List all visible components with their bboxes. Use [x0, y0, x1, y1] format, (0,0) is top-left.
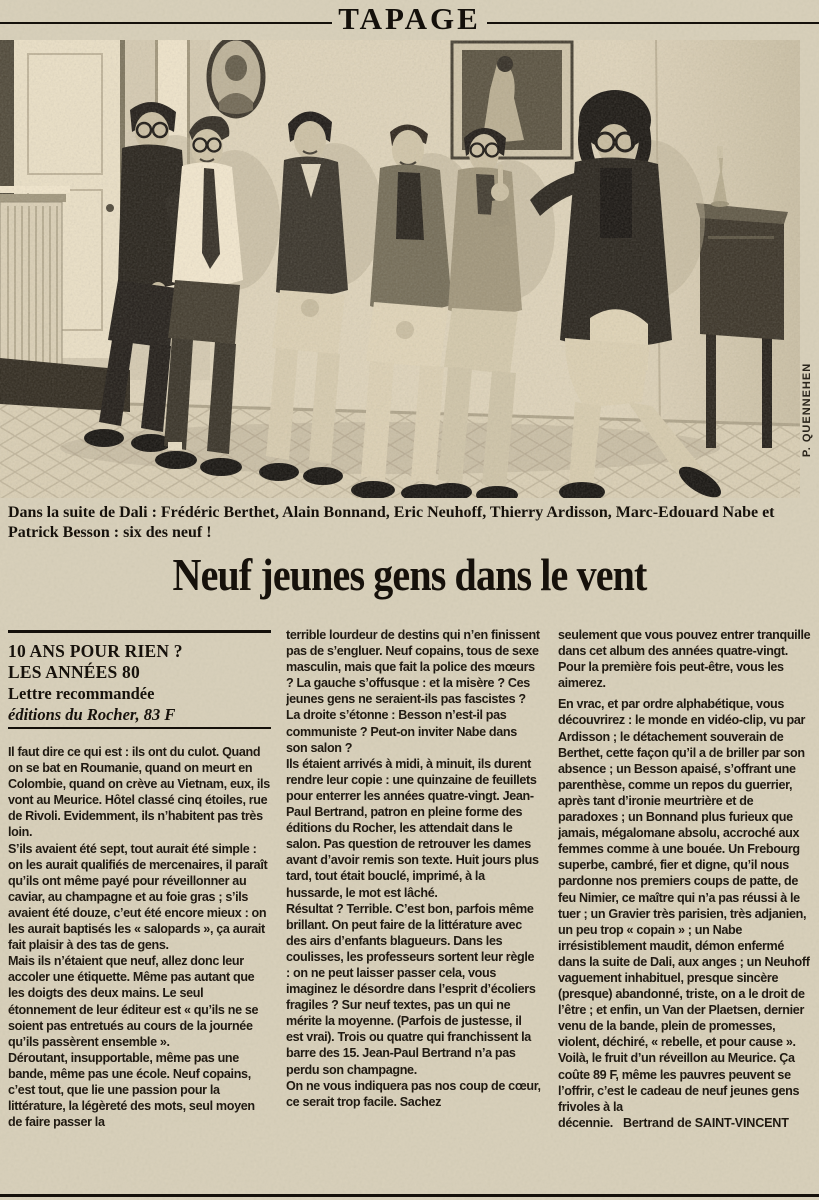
headline: Neuf jeunes gens dans le vent	[172, 549, 647, 600]
article-paragraph: En vrac, et par ordre alphabétique, vous découvrirez : le monde en vidéo-clip, vu par Ardisson ; le détachement souverain de Berthet, cette façon qu’il a de briller par son absence ; un Besson apaisé, s’offrant une parenthèse, comme un repos du guerrier, après tant d’ironie meurtrière et de paradoxes ; un Bonnand plus furieux que jamais, mégalomane absolu, accroché aux femmes comme à une bouée. Un Frebourg superbe, cambré, fier et digne, qu’il nous pardonne nos premiers coups de patte, de feu Nimier, ce maître qui n’a pas réussi à le tuer ; un Gravier très parisien, très adjanien, un peu trop « copain » ; un Nabe irrésistiblement maudit, démon enfermé dans la suite de Dali, aux anges ; un Neuhoff vaguement inhabituel, presque sincère (presque) abandonné, triste, on a le droit de l’être ; et enfin, un Van der Plaetsen, dernier venu de la bande, plein de promesses, violent, déchiré, « rebelle, et pour cause ».	[558, 697, 810, 1050]
photo	[0, 40, 800, 498]
photo-caption: Dans la suite de Dali : Frédéric Berthet, Alain Bonnand, Eric Neuhoff, Thierry Ardisson, Marc-Edouard Nabe et Patrick Besson : six des neuf !	[8, 504, 775, 541]
book-block-rule-top	[8, 630, 271, 633]
photo-credit-text: P. QUENNEHEN	[801, 362, 813, 458]
article-paragraph: Il faut dire ce qui est : ils ont du culot. Quand on se bat en Roumanie, quand on meurt en Colombie, quand on crève au Vietnam, eux, ils vont au Meurice. Hôtel classé cinq étoiles, rue de Rivoli. Evidemment, ils n’habitent pas très loin.	[8, 745, 270, 840]
final-paragraph	[558, 1050, 815, 1130]
article-paragraph: Déroutant, insupportable, même pas une bande, même pas une école. Neuf copains, c’est tout, que lie une passion pour la littérature, la légèreté des mots, seul moyen de faire passer la	[8, 1050, 255, 1130]
article-column-3-paragraphs	[558, 627, 815, 1050]
page-bottom-rule	[0, 1194, 819, 1197]
photo-credit	[795, 40, 819, 498]
article-paragraph: terrible lourdeur de destins qui n’en finissent pas de s’engluer. Neuf copains, tous de sexe masculin, mais que fait la police des mœurs ? La gauche s’offusque : et la misère ? Ces jeunes gens ne seraient-ils pas fascistes ? La droite s’étonne : Besson n’est-il pas communiste ? Peut-on inviter Nabe dans son salon ?	[286, 628, 540, 755]
byline: Bertrand de SAINT-VINCENT	[622, 1115, 789, 1130]
article-paragraph: On ne vous indiquera pas nos coup de cœur, ce serait trop facile. Sachez	[286, 1078, 541, 1109]
final-paragraph-text: Voilà, le fruit d’un réveillon au Meurice. Ça coûte 89 F, même les pauvres peuvent se l’offrir, c’est le cadeau de neuf jeunes gens frivoles à la décennie.	[558, 1051, 800, 1130]
book-line4: éditions du Rocher, 83 F	[8, 705, 176, 724]
book-title-line1: 10 ANS POUR RIEN ?	[8, 641, 183, 661]
article-column-2	[286, 627, 541, 1193]
article-paragraph: Résultat ? Terrible. C’est bon, parfois même brillant. On peut faire de la littérature avec des airs d’enfants blagueurs. Dans les coulisses, les professeurs sortent leur règle : on ne peut laisser passer cela, vous imaginez le désordre dans l’esprit d’écoliers fragiles ? Sur neuf textes, pas un qui ne mérite la moyenne. (Parfois de justesse, il est vrai). Trois ou quatre qui franchissent la barre des 15. Jean-Paul Bertrand n’a pas perdu son champagne.	[286, 901, 536, 1077]
book-block-rule-bottom	[8, 727, 271, 729]
book-title-line2: LES ANNÉES 80	[8, 662, 140, 682]
grain-overlay	[0, 40, 800, 498]
book-info-block	[8, 641, 271, 725]
photo-illustration	[0, 40, 800, 498]
article-paragraph: Ils étaient arrivés à midi, à minuit, ils durent rendre leur copie : une quinzaine de feuillets pour enterrer les années quatre-vingt. Jean-Paul Bertrand, patron en pleine forme des éditions du Rocher, les attendait dans le salon. Pas question de retrouver les dames avant d’avoir remis son texte. Huit jours plus tard, tout était bouclé, imprimé, à la hussarde, le mot est lâché.	[286, 756, 539, 900]
masthead-title: TAPAGE	[338, 1, 481, 36]
article-column-1	[8, 744, 271, 1191]
article-paragraph: seulement que vous pouvez entrer tranquille dans cet album des années quatre-vingt. Pour la première fois peut-être, vous les aimerez.	[558, 628, 811, 691]
article-paragraph: Mais ils n’étaient que neuf, allez donc leur accoler une étiquette. Même pas autant que les doigts des deux mains. Le seul étonnement de leur éditeur est « qu’ils ne se soient pas entretués au cours de la journée qu’ils passèrent ensemble ».	[8, 954, 259, 1049]
article-column-3	[558, 627, 815, 1193]
book-line3: Lettre recommandée	[8, 684, 155, 703]
article-paragraph: S’ils avaient été sept, tout aurait été simple : on les aurait qualifiés de mercenaires, il paraît qu’ils ont même payé pour réveillonner au caviar, au champagne et au foie gras ; s’ils avaient été douze, c’eut été encore mieux : on les aurait baptisés les « salopards », ça aurait fait plaisir à des tas de gens.	[8, 841, 268, 953]
